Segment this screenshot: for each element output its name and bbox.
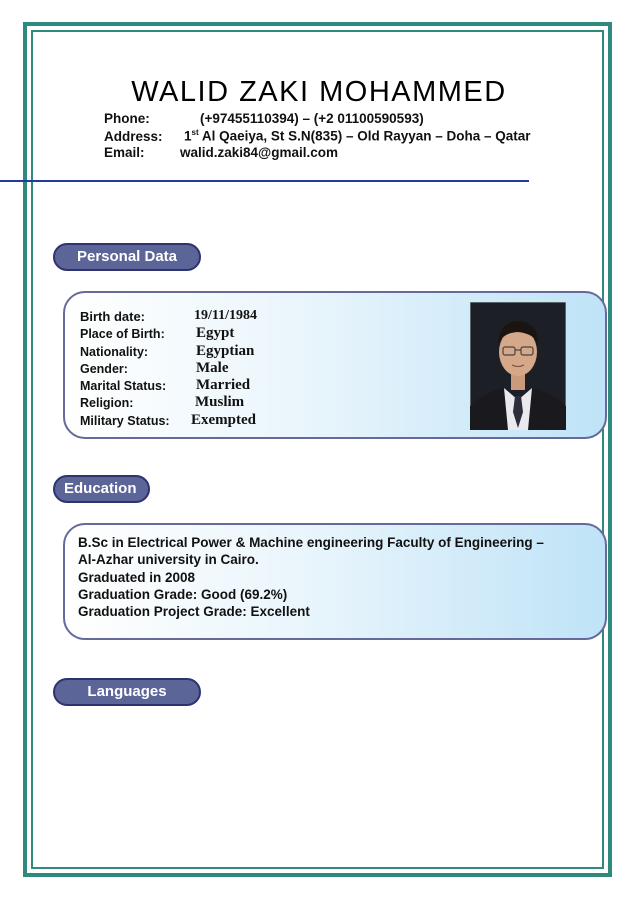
address-line — [104, 128, 531, 144]
cv-name-title: WALID ZAKI MOHAMMED — [131, 76, 507, 108]
field-label-religion: Religion: — [80, 396, 134, 410]
field-value-marital-status: Married — [196, 377, 251, 393]
personal-data-heading — [53, 243, 201, 271]
field-value-nationality: Egyptian — [196, 343, 255, 359]
field-label-birth-date: Birth date: — [80, 309, 145, 324]
address-value: Al Qaeiya, St S.N(835) – Old Rayyan – Doha – Qatar — [198, 128, 531, 144]
education-heading-text: Education — [64, 480, 137, 497]
email-label: Email: — [104, 145, 145, 160]
personal-data-heading-text: Personal Data — [76, 248, 178, 265]
field-label-military-status: Military Status: — [80, 414, 170, 428]
address-ordinal: st — [191, 128, 199, 137]
field-label-marital-status: Marital Status: — [80, 379, 167, 393]
field-value-religion: Muslim — [195, 394, 245, 410]
education-line-4: Graduation Grade: Good (69.2%) — [78, 587, 288, 602]
email-value: walid.zaki84@gmail.com — [180, 145, 338, 160]
education-line-1: B.Sc in Electrical Power & Machine engineering Faculty of Engineering – — [78, 535, 544, 550]
phone-value: (+97455110394) – (+2 01100590593) — [200, 111, 424, 126]
header-divider — [0, 180, 529, 182]
address-label: Address: — [104, 128, 163, 144]
education-line-5: Graduation Project Grade: Excellent — [78, 604, 310, 619]
education-heading — [53, 475, 150, 503]
field-label-place-of-birth: Place of Birth: — [80, 327, 165, 341]
field-value-military-status: Exempted — [191, 412, 256, 428]
phone-line — [104, 111, 424, 126]
address-number: 1 — [184, 128, 192, 144]
education-line-3: Graduated in 2008 — [78, 570, 196, 585]
field-value-gender: Male — [196, 360, 229, 376]
email-line — [104, 145, 338, 160]
field-value-birth-date: 19/11/1984 — [194, 308, 258, 323]
phone-label: Phone: — [104, 111, 150, 126]
field-value-place-of-birth: Egypt — [196, 325, 235, 341]
profile-photo — [470, 302, 566, 430]
field-label-gender: Gender: — [80, 362, 128, 376]
education-line-2: Al-Azhar university in Cairo. — [78, 552, 259, 567]
languages-heading-text: Languages — [87, 683, 167, 700]
languages-heading — [53, 678, 201, 706]
field-label-nationality: Nationality: — [80, 345, 149, 359]
